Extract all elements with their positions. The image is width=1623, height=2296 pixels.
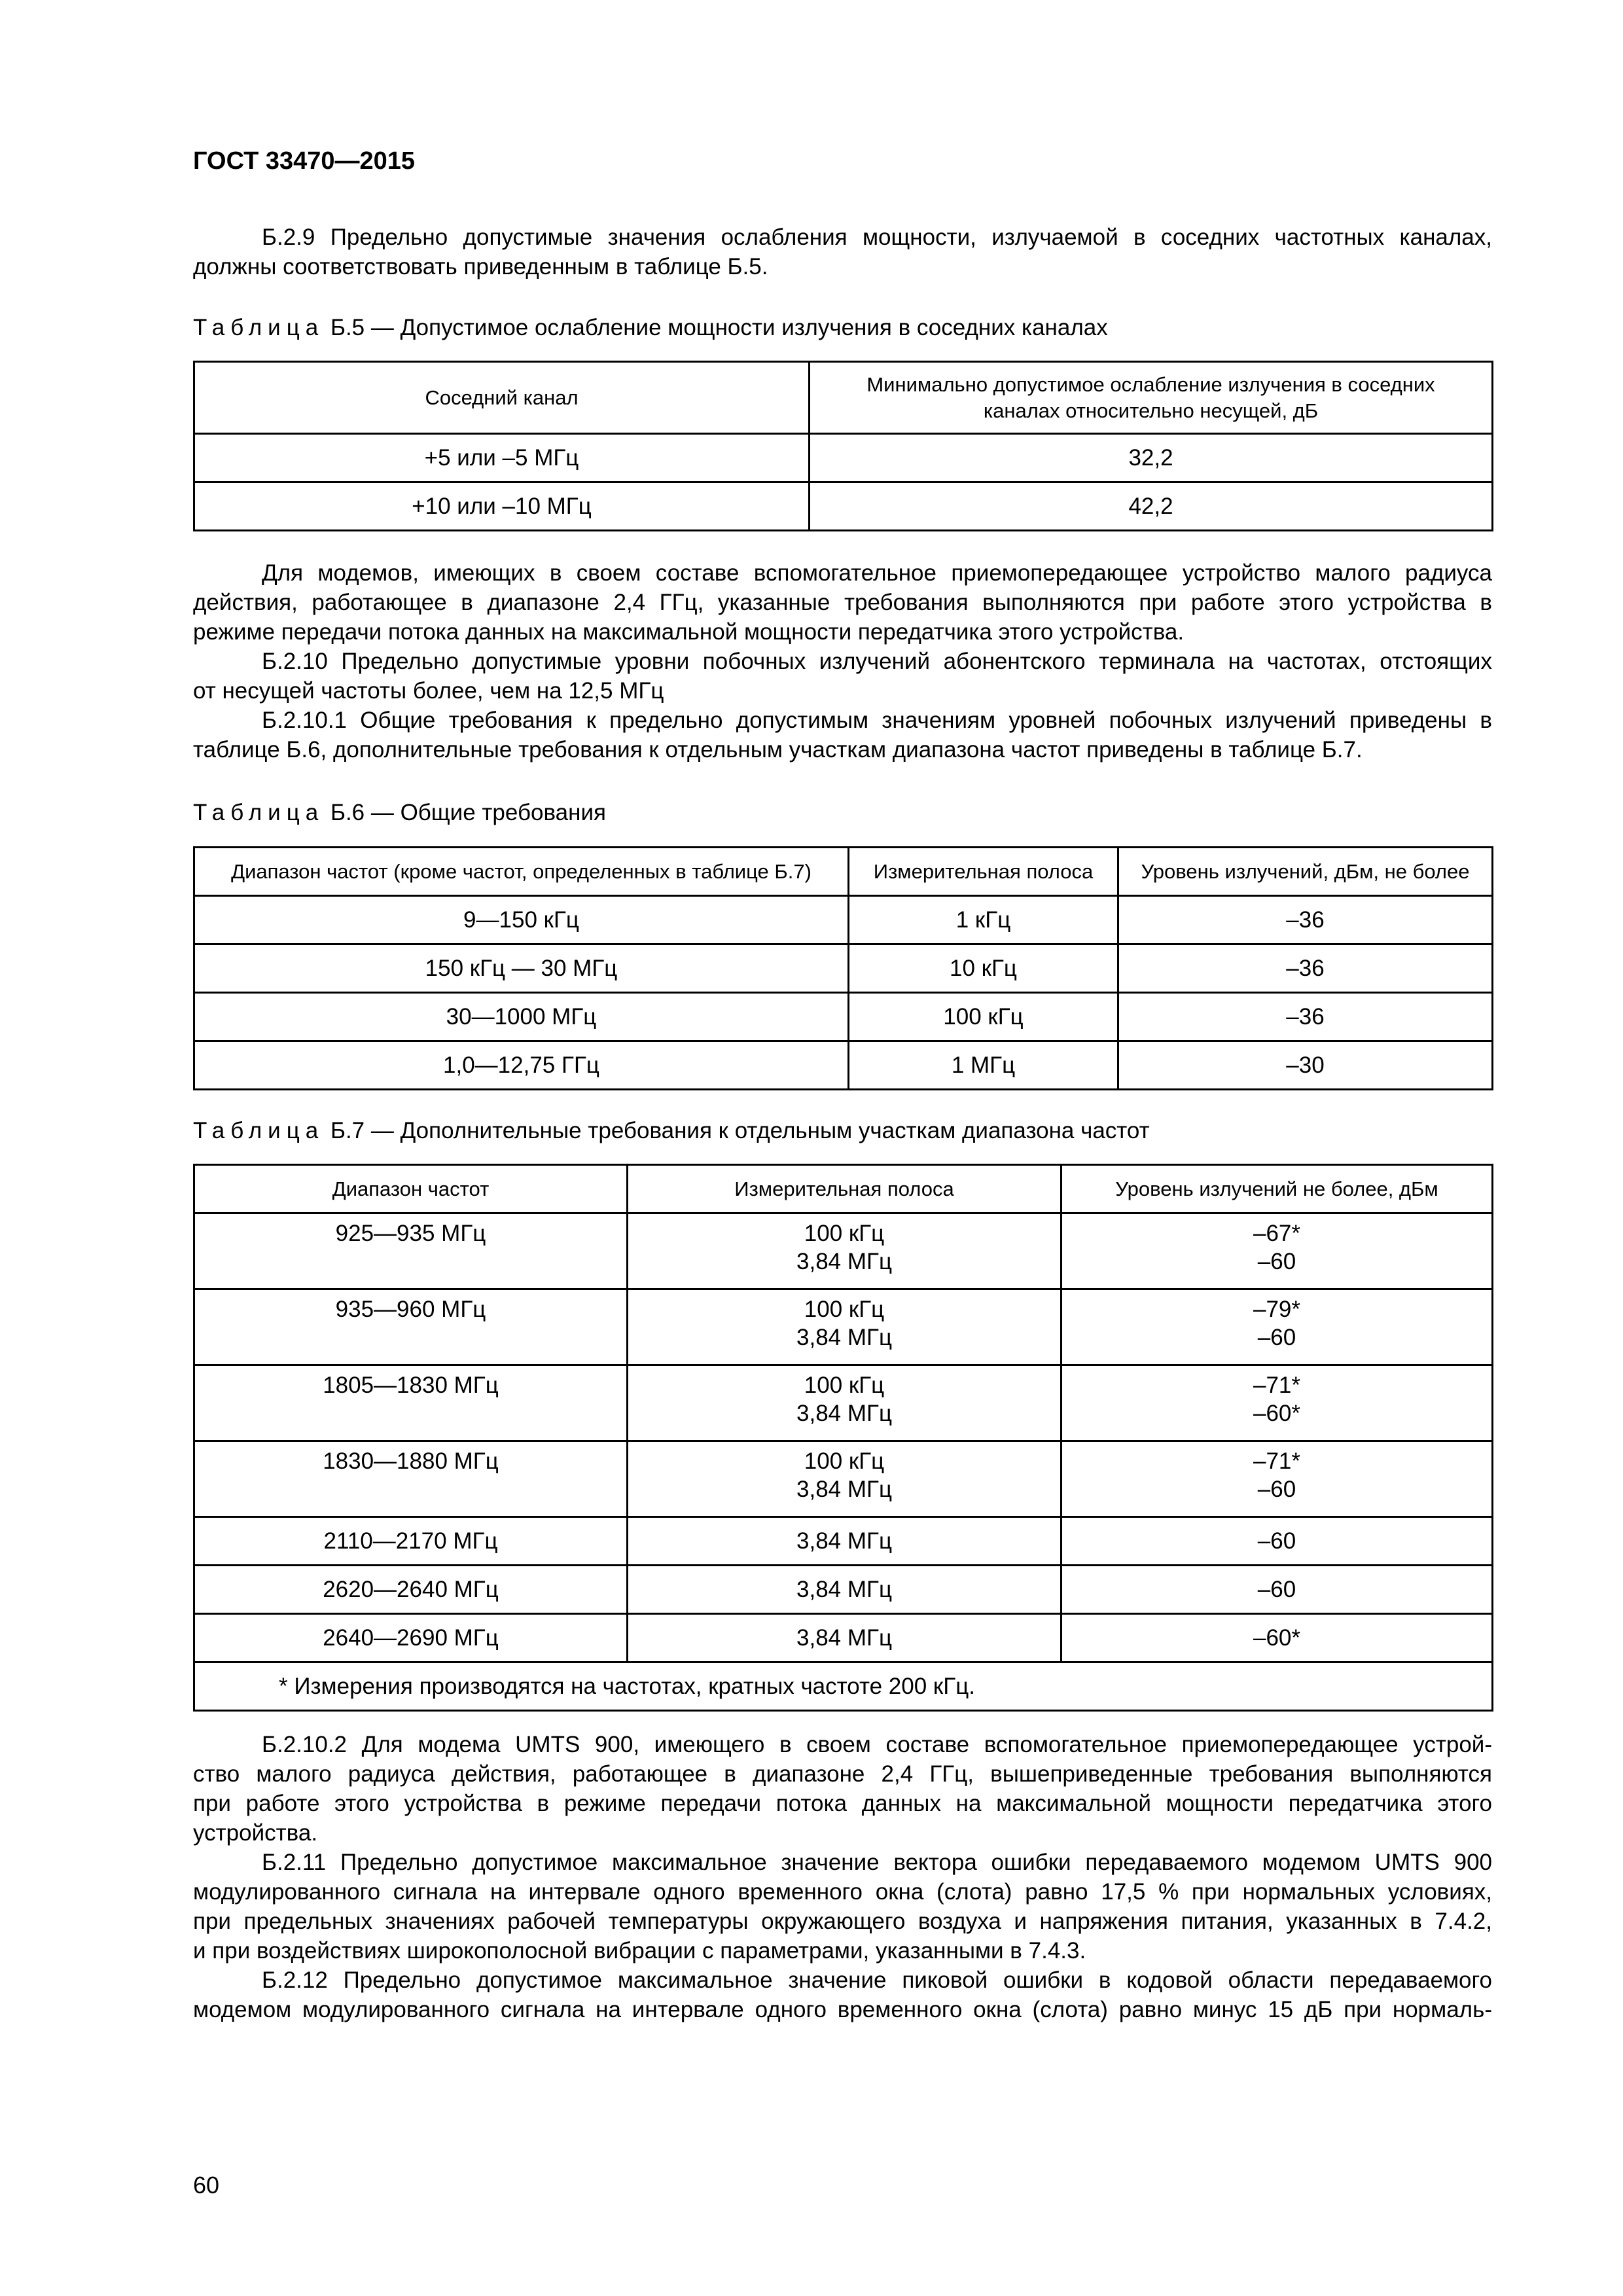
table-b6-caption <box>193 798 606 827</box>
table-caption-text: Б.6 — Общие требования <box>330 800 606 825</box>
text-line: Б.2.12 Предельно допустимое максимальное значение пиковой ошибки в кодовой области передаваемого <box>262 1967 1492 1993</box>
text-line: Б.2.9 Предельно допустимые значения ослабления мощности, излучаемой в соседних частотных каналах, <box>262 224 1492 250</box>
table-cell: –36 <box>1118 944 1493 993</box>
text-line: режиме передачи потока данных на максимальной мощности передатчика этого устройства. <box>193 619 1185 645</box>
table-cell: +5 или –5 МГц <box>194 434 810 482</box>
table-cell <box>1061 1289 1493 1365</box>
table-cell: –30 <box>1118 1041 1493 1090</box>
table-b7 <box>193 1164 1493 1712</box>
table-row <box>194 944 1493 993</box>
cell-line: 100 кГц <box>804 1448 885 1474</box>
table-b5 <box>193 361 1493 531</box>
table-caption-text: Б.5 — Допустимое ослабление мощности излучения в соседних каналах <box>330 315 1108 340</box>
table-cell: 1 кГц <box>849 896 1118 944</box>
table-row <box>194 1213 1493 1289</box>
table-cell: 30—1000 МГц <box>194 993 849 1041</box>
text-line: таблице Б.6, дополнительные требования к отдельным участкам диапазона частот приведены в таблице Б.7. <box>193 737 1363 762</box>
table-row <box>194 1365 1493 1441</box>
column-header: Измерительная полоса <box>628 1165 1061 1213</box>
table-row <box>194 1289 1493 1365</box>
table-cell: 150 кГц — 30 МГц <box>194 944 849 993</box>
table-cell: 1,0—12,75 ГГц <box>194 1041 849 1090</box>
table-row <box>194 482 1493 531</box>
table-b6 <box>193 846 1493 1090</box>
table-cell: 2640—2690 МГц <box>194 1614 628 1662</box>
table-row <box>194 896 1493 944</box>
table-cell: 100 кГц <box>849 993 1118 1041</box>
text-line: Б.2.11 Предельно допустимое максимальное значение вектора ошибки передаваемого модемом UMTS 900 <box>262 1850 1492 1875</box>
table-cell <box>628 1441 1061 1517</box>
text-line: модемом модулированного сигнала на интервале одного временного окна (слота) равно минус 15 дБ при нормаль- <box>193 1997 1492 2022</box>
table-cell: 3,84 МГц <box>628 1614 1061 1662</box>
cell-line: –60 <box>1257 1325 1296 1350</box>
table-note-row <box>194 1662 1493 1711</box>
table-cell: –60 <box>1061 1566 1493 1614</box>
cell-line: –60* <box>1253 1401 1301 1426</box>
column-header: Уровень излучений не более, дБм <box>1061 1165 1493 1213</box>
table-cell <box>628 1213 1061 1289</box>
table-header-row <box>194 1165 1493 1213</box>
text-line: должны соответствовать приведенным в таблице Б.5. <box>193 254 768 279</box>
table-cell <box>1061 1213 1493 1289</box>
table-row <box>194 434 1493 482</box>
table-cell: 3,84 МГц <box>628 1517 1061 1566</box>
table-cell: –36 <box>1118 993 1493 1041</box>
cell-line: 3,84 МГц <box>796 1249 892 1274</box>
table-cell: 10 кГц <box>849 944 1118 993</box>
text-line: и при воздействиях широкополосной вибрации с параметрами, указанными в 7.4.3. <box>193 1938 1086 1964</box>
table-row <box>194 1614 1493 1662</box>
table-cell: 42,2 <box>810 482 1493 531</box>
table-cell: 32,2 <box>810 434 1493 482</box>
text-line: модулированного сигнала на интервале одного временного окна (слота) равно 17,5 % при нормальных условиях, <box>193 1879 1492 1905</box>
cell-line: –71* <box>1253 1372 1301 1398</box>
cell-line: 100 кГц <box>804 1297 885 1322</box>
table-footnote: * Измерения производятся на частотах, кратных частоте 200 кГц. <box>194 1662 1493 1711</box>
table-row <box>194 1441 1493 1517</box>
table-row <box>194 1517 1493 1566</box>
column-header: Диапазон частот (кроме частот, определенных в таблице Б.7) <box>194 848 849 896</box>
table-caption-label: Таблица <box>193 1118 325 1143</box>
table-cell: 935—960 МГц <box>194 1289 628 1365</box>
table-cell: 9—150 кГц <box>194 896 849 944</box>
table-header-row <box>194 848 1493 896</box>
table-row <box>194 1566 1493 1614</box>
cell-line: –60 <box>1257 1249 1296 1274</box>
table-cell: –36 <box>1118 896 1493 944</box>
table-cell: 925—935 МГц <box>194 1213 628 1289</box>
table-b5-caption <box>193 313 1108 342</box>
table-cell <box>1061 1441 1493 1517</box>
text-line: Б.2.10 Предельно допустимые уровни побочных излучений абонентского терминала на частотах, отстоящих <box>262 649 1492 674</box>
table-cell: –60 <box>1061 1517 1493 1566</box>
cell-line: 100 кГц <box>804 1372 885 1398</box>
text-line: ство малого радиуса действия, работающее в диапазоне 2,4 ГГц, вышеприведенные требования выполняются <box>193 1761 1492 1787</box>
cell-line: –79* <box>1253 1297 1301 1322</box>
column-header: Уровень излучений, дБм, не более <box>1118 848 1493 896</box>
cell-line: 3,84 МГц <box>796 1325 892 1350</box>
table-header-row <box>194 362 1493 434</box>
text-line: Б.2.10.2 Для модема UMTS 900, имеющего в своем составе вспомогательное приемопередающее устрой- <box>262 1732 1492 1757</box>
table-cell <box>1061 1365 1493 1441</box>
table-cell: 1 МГц <box>849 1041 1118 1090</box>
cell-line: –67* <box>1253 1221 1301 1246</box>
table-cell <box>628 1289 1061 1365</box>
table-cell: +10 или –10 МГц <box>194 482 810 531</box>
text-line: Б.2.10.1 Общие требования к предельно допустимым значениям уровней побочных излучений приведены в <box>262 708 1492 733</box>
table-cell: 1805—1830 МГц <box>194 1365 628 1441</box>
column-header: Соседний канал <box>194 362 810 434</box>
table-cell: 1830—1880 МГц <box>194 1441 628 1517</box>
text-line: действия, работающее в диапазоне 2,4 ГГц, указанные требования выполняются при работе этого устройства в <box>193 590 1492 615</box>
table-cell: 2620—2640 МГц <box>194 1566 628 1614</box>
text-line: Для модемов, имеющих в своем составе вспомогательное приемопередающее устройство малого радиуса <box>262 560 1492 586</box>
text-line: при работе этого устройства в режиме передачи потока данных на максимальной мощности передатчика этого <box>193 1791 1492 1816</box>
table-cell: –60* <box>1061 1614 1493 1662</box>
text-line: устройства. <box>193 1820 318 1846</box>
table-cell: 2110—2170 МГц <box>194 1517 628 1566</box>
paragraph-block-2 <box>193 558 1492 764</box>
column-header: Минимально допустимое ослабление излучения в соседних каналах относительно несущей, дБ <box>810 362 1493 434</box>
paragraph-b-2-9 <box>193 223 1492 281</box>
table-caption-label: Таблица <box>193 315 325 340</box>
cell-line: –60 <box>1257 1477 1296 1502</box>
cell-line: –71* <box>1253 1448 1301 1474</box>
document-header: ГОСТ 33470—2015 <box>193 147 416 175</box>
cell-line: 100 кГц <box>804 1221 885 1246</box>
table-caption-text: Б.7 — Дополнительные требования к отдельным участкам диапазона частот <box>330 1118 1150 1143</box>
cell-line: 3,84 МГц <box>796 1401 892 1426</box>
text-line: от несущей частоты более, чем на 12,5 МГц <box>193 678 664 704</box>
paragraph-block-3 <box>193 1730 1492 2024</box>
column-header: Диапазон частот <box>194 1165 628 1213</box>
column-header: Измерительная полоса <box>849 848 1118 896</box>
text-line: при предельных значениях рабочей температуры окружающего воздуха и напряжения питания, указанных в 7.4.2, <box>193 1909 1492 1934</box>
table-row <box>194 993 1493 1041</box>
table-cell <box>628 1365 1061 1441</box>
table-cell: 3,84 МГц <box>628 1566 1061 1614</box>
cell-line: 3,84 МГц <box>796 1477 892 1502</box>
table-caption-label: Таблица <box>193 800 325 825</box>
table-b7-caption <box>193 1116 1150 1145</box>
page-number: 60 <box>193 2172 220 2198</box>
table-row <box>194 1041 1493 1090</box>
